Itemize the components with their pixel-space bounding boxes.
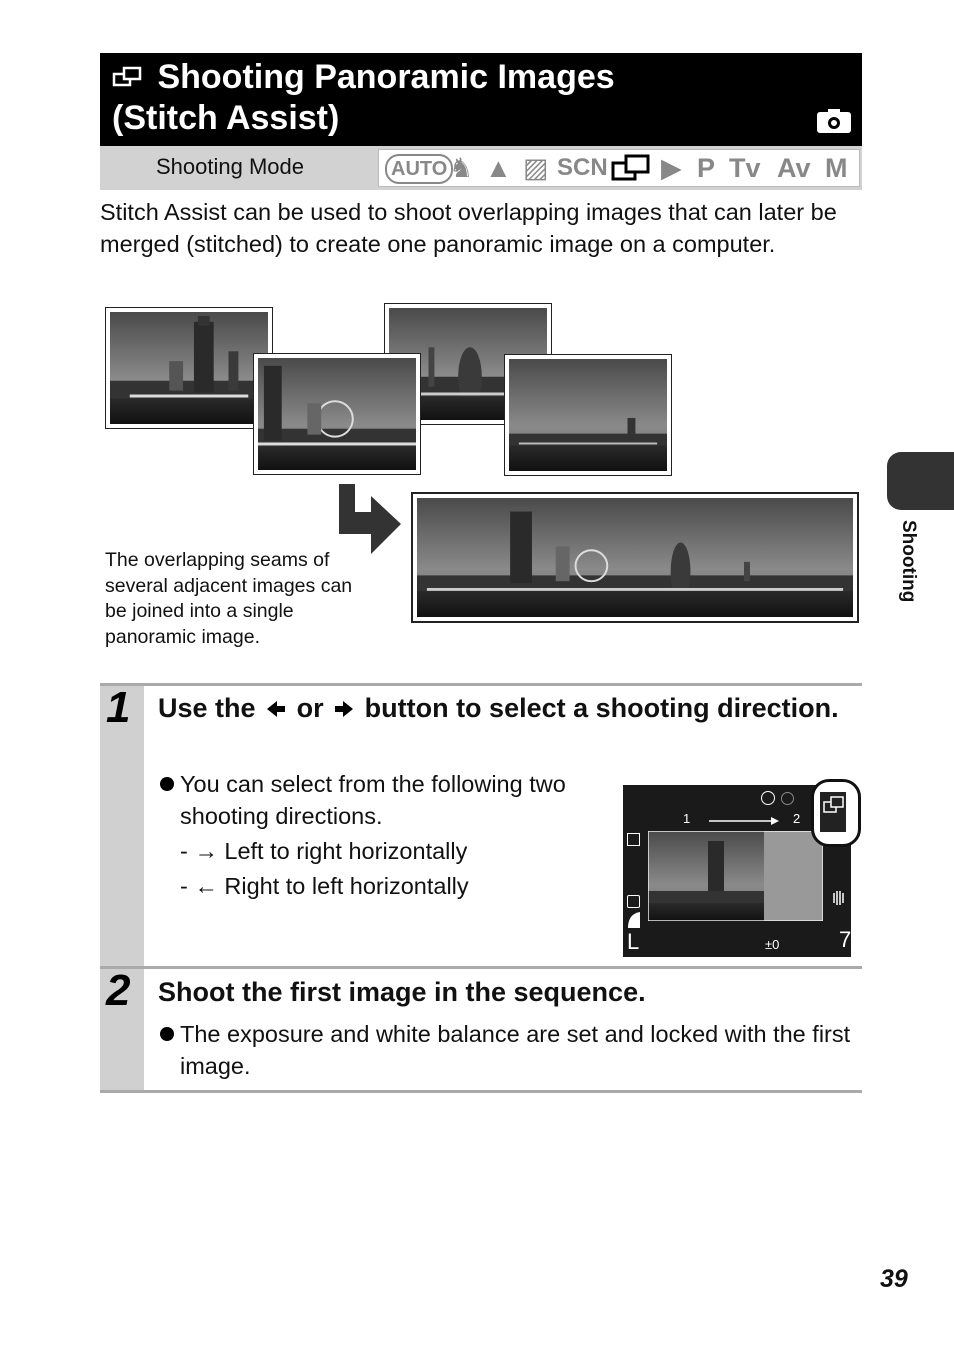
left-button-icon — [263, 699, 289, 719]
lcd-frame-start: 1 — [683, 811, 691, 826]
camera-mode-icon — [816, 108, 852, 134]
lcd-shake-warning-icon — [831, 889, 847, 907]
stitched-panorama-photo — [411, 492, 859, 623]
mode-tv-icon: Tv — [729, 153, 761, 183]
right-button-icon — [331, 699, 357, 719]
mode-special-scene-icon: ▨ — [523, 153, 549, 183]
step-1-bullet: You can select from the following two shooting directions. — [180, 771, 566, 829]
shooting-mode-label: Shooting Mode — [156, 154, 304, 179]
bullet-dot-icon — [160, 1027, 174, 1041]
title-line2: (Stitch Assist) — [112, 99, 340, 137]
shooting-mode-icons — [378, 149, 860, 187]
section-divider — [100, 1090, 862, 1093]
lcd-direction-arrow-icon — [709, 815, 781, 827]
mode-landscape-icon: ▲ — [485, 153, 512, 183]
mode-movie-icon: ▶ — [661, 153, 682, 183]
left-arrow-icon: ← — [194, 873, 218, 899]
lcd-stitch-mode-indicator — [811, 779, 861, 847]
step-2-bullet: The exposure and white balance are set and locked with the first image. — [180, 1021, 851, 1079]
mode-auto-icon: AUTO — [385, 154, 453, 184]
page-title — [112, 57, 615, 139]
step-1-number: 1 — [106, 683, 131, 732]
bullet-dot-icon — [160, 777, 174, 791]
mode-portrait-icon: ♞ — [449, 153, 474, 183]
shooting-mode-row — [100, 146, 862, 190]
lcd-frame-icon — [627, 833, 640, 846]
lcd-image-size: L — [627, 929, 640, 954]
lcd-frame-end: 2 — [793, 811, 801, 826]
mode-scn-icon: SCN — [557, 154, 608, 181]
panorama-photo-2 — [253, 353, 421, 475]
title-line1: Shooting Panoramic Images — [157, 58, 615, 96]
intro-paragraph: Stitch Assist can be used to shoot overlapping images that can later be merged (stitched) to create one panoramic image on a computer. — [100, 199, 837, 257]
mode-stitch-assist-icon — [611, 153, 653, 190]
lcd-exposure: ±0 — [765, 937, 780, 952]
chapter-tab — [887, 452, 954, 510]
lcd-mode-icon — [627, 895, 640, 908]
step-1-heading: Use the or button to select a shooting direction. — [158, 693, 839, 723]
step-2-number: 2 — [106, 966, 131, 1015]
lcd-stitch-icon — [823, 796, 845, 814]
lcd-live-view — [648, 831, 823, 921]
lcd-metering-icon — [781, 792, 794, 805]
mode-p-icon: P — [697, 153, 716, 183]
mode-av-icon: Av — [777, 153, 811, 183]
mode-m-icon: M — [825, 153, 848, 183]
step-2 — [100, 966, 862, 1090]
stitch-assist-icon — [112, 57, 148, 98]
right-arrow-icon: → — [194, 838, 218, 864]
chapter-tab-label: Shooting — [898, 520, 919, 603]
panorama-photo-1 — [105, 307, 273, 429]
direction-right-to-left: - ← Right to left horizontally — [180, 873, 469, 899]
page-number: 39 — [880, 1265, 908, 1293]
title-bar — [100, 53, 862, 146]
panorama-caption: The overlapping seams of several adjacent images can be joined into a single panoramic image. — [105, 549, 353, 648]
lcd-flash-icon — [761, 791, 775, 805]
step-2-heading: Shoot the first image in the sequence. — [158, 977, 646, 1007]
step-1 — [100, 683, 862, 966]
lcd-shots-remaining: 7 — [839, 927, 852, 952]
lcd-quality-icon — [627, 911, 641, 929]
merge-arrow-icon — [337, 484, 403, 558]
direction-left-to-right: - → Left to right horizontally — [180, 838, 468, 864]
panorama-photo-4 — [504, 354, 672, 476]
camera-lcd-screen — [623, 785, 851, 957]
